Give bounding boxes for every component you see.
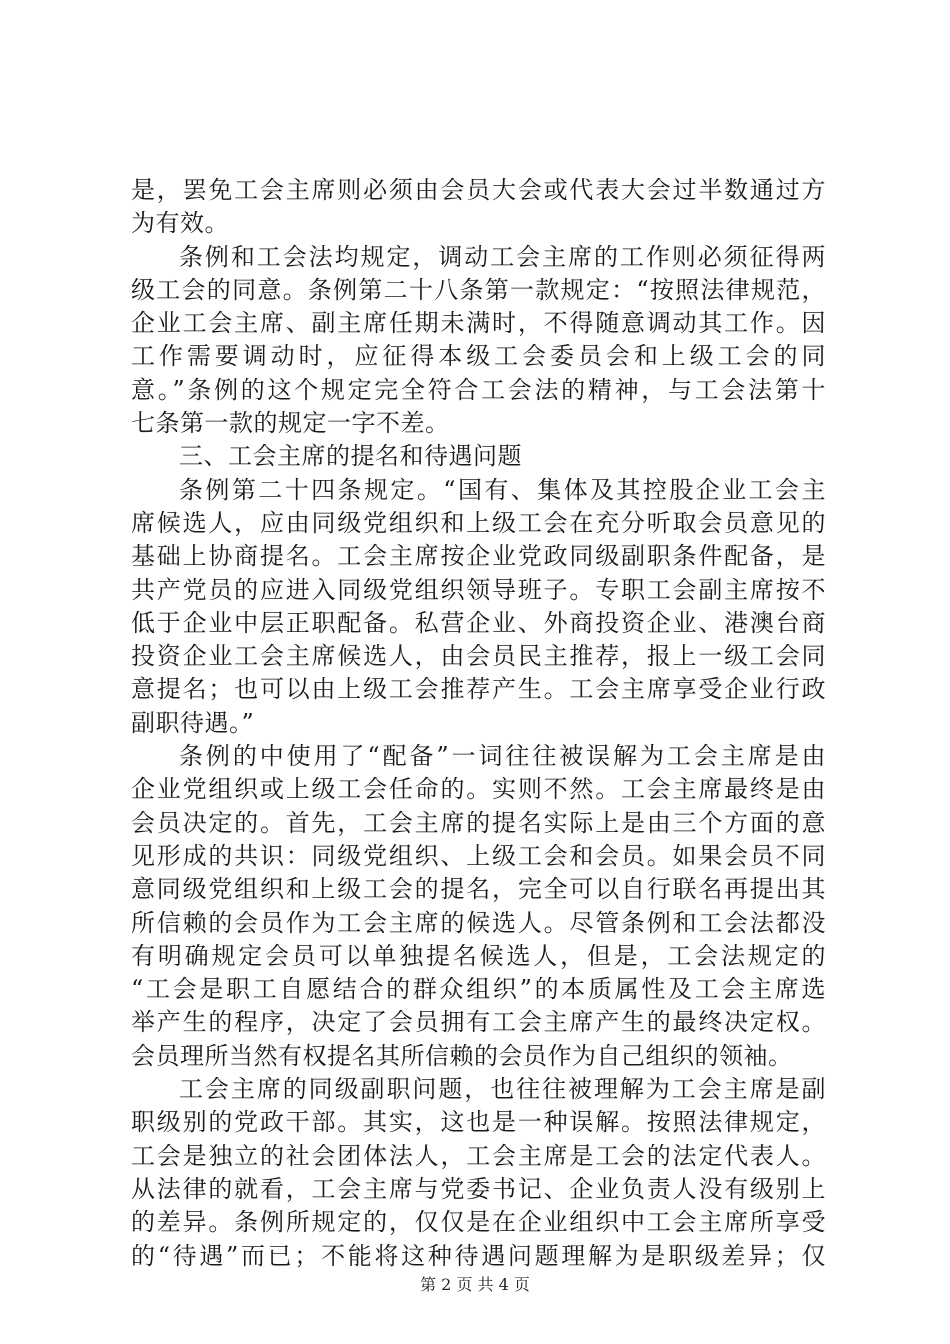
text-line: 席候选人，应由同级党组织和上级工会在充分听取会员意见的 [131,508,826,537]
text-line: 会员决定的。首先，工会主席的提名实际上是由三个方面的意 [131,808,826,837]
text-line: 意同级党组织和上级工会的提名，完全可以自行联名再提出其 [131,875,826,904]
text-line: 的差异。条例所规定的，仅仅是在企业组织中工会主席所享受 [131,1208,826,1237]
text-line: 举产生的程序，决定了会员拥有工会主席产生的最终决定权。 [131,1008,826,1037]
text-line: 的“待遇”而已；不能将这种待遇问题理解为是职级差异；仅 [131,1241,826,1270]
text-line: 从法律的就看，工会主席与党委书记、企业负责人没有级别上 [131,1174,826,1203]
text-line: 企业工会主席、副主席任期未满时，不得随意调动其工作。因 [131,309,826,338]
text-line: 企业党组织或上级工会任命的。实则不然。工会主席最终是由 [131,775,826,804]
text-line: 副职待遇。” [131,708,255,737]
text-line: 级工会的同意。条例第二十八条第一款规定：“按照法律规范， [131,275,826,304]
document-body [131,174,826,1273]
text-line: 三、工会主席的提名和待遇问题 [179,442,522,471]
text-line: 工会主席的同级副职问题，也往往被理解为工会主席是副 [179,1075,826,1104]
text-line: 为有效。 [131,209,229,238]
text-line: 意提名；也可以由上级工会推荐产生。工会主席享受企业行政 [131,675,826,704]
text-line: “工会是职工自愿结合的群众组织”的本质属性及工会主席选 [131,975,826,1004]
text-line: 条例和工会法均规定，调动工会主席的工作则必须征得两 [179,242,826,271]
text-line: 基础上协商提名。工会主席按企业党政同级副职条件配备，是 [131,542,826,571]
text-line: 七条第一款的规定一字不差。 [131,409,450,438]
page-footer: 第 2 页 共 4 页 [420,1275,530,1294]
text-line: 意。”条例的这个规定完全符合工会法的精神，与工会法第十 [131,375,826,404]
text-line: 工会是独立的社会团体法人，工会主席是工会的法定代表人。 [131,1141,826,1170]
text-line: 见形成的共识：同级党组织、上级工会和会员。如果会员不同 [131,841,826,870]
text-line: 有明确规定会员可以单独提名候选人，但是，工会法规定的 [131,941,826,970]
text-line: 所信赖的会员作为工会主席的候选人。尽管条例和工会法都没 [131,908,826,937]
text-line: 工作需要调动时，应征得本级工会委员会和上级工会的同 [131,342,826,371]
text-line: 职级别的党政干部。其实，这也是一种误解。按照法律规定， [131,1108,826,1137]
text-line: 投资企业工会主席候选人，由会员民主推荐，报上一级工会同 [131,642,826,671]
text-line: 共产党员的应进入同级党组织领导班子。专职工会副主席按不 [131,575,826,604]
text-line: 低于企业中层正职配备。私营企业、外商投资企业、港澳台商 [131,608,826,637]
text-line: 是，罢免工会主席则必须由会员大会或代表大会过半数通过方 [131,176,826,204]
text-line: 条例的中使用了“配备”一词往往被误解为工会主席是由 [179,742,826,771]
text-line: 条例第二十四条规定。“国有、集体及其控股企业工会主 [179,475,826,504]
text-line: 会员理所当然有权提名其所信赖的会员作为自己组织的领袖。 [131,1041,793,1070]
